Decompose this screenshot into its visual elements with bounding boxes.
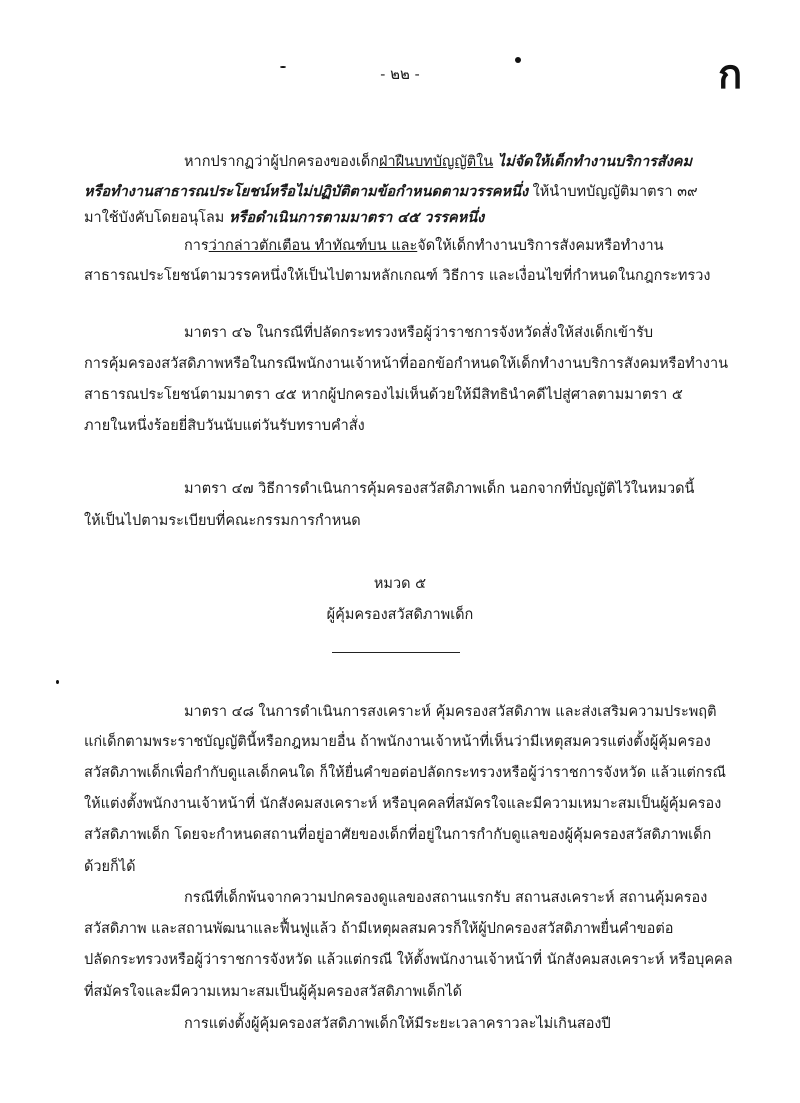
chapter-divider [332,652,460,653]
chapter-title: ผู้คุ้มครองสวัสดิภาพเด็ก [326,607,474,623]
section48-para2-line-2: สวัสดิภาพ และสถานพัฒนาและฟื้นฟูแล้ว ถ้ามีเหตุผลสมควรก็ให้ผู้ปกครองสวัสดิภาพยื่นคำขอต่อ [84,921,674,937]
para1-text: การ [184,238,209,254]
scan-speck [280,66,286,68]
scan-speck [515,57,521,63]
para1-line-5: สาธารณประโยชน์ตามวรรคหนึ่งให้เป็นไปตามหลักเกณฑ์ วิธีการ และเงื่อนไขที่กำหนดในกฎกระทรวง [84,268,711,284]
section48-line-6: ด้วยก็ได้ [84,859,136,875]
para1-underlined-text: ฝ่าฝืนบทบัญญัติใน [379,154,494,170]
para1-handwritten-insert: หรือทำงานสาธารณประโยชน์หรือไม่ปฏิบัติตามข้อกำหนดตามวรรคหนึ่ง [84,183,529,200]
section48-para2-line-4: ที่สมัครใจและมีความเหมาะสมเป็นผู้คุ้มครองสวัสดิภาพเด็กได้ [84,984,463,1000]
section46-line-1: มาตรา ๔๖ ในกรณีที่ปลัดกระทรวงหรือผู้ว่าราชการจังหวัดสั่งให้ส่งเด็กเข้ารับ [184,325,654,341]
section48-para3-line-1: การแต่งตั้งผู้คุ้มครองสวัสดิภาพเด็กให้มีระยะเวลาคราวละไม่เกินสองปี [184,1016,611,1032]
para1-text: ให้นำบทบัญญัติมาตรา ๓๙ [528,184,698,200]
section46-line-4: ภายในหนึ่งร้อยยี่สิบวันนับแต่วันรับทราบคำสั่ง [84,418,365,434]
para1-line-3 [84,209,484,227]
corner-handwritten-mark: ก [718,51,743,98]
para1-handwritten-insert: ไม่จัดให้เด็กทำงานบริการสังคม [497,153,693,170]
para1-text: หากปรากฏว่าผู้ปกครองของเด็ก [184,154,380,170]
para1-line-1 [184,153,692,171]
chapter-number: หมวด ๕ [373,576,427,592]
section48-line-3: สวัสดิภาพเด็กเพื่อกำกับดูแลเด็กคนใด ก็ให้ยื่นคำขอต่อปลัดกระทรวงหรือผู้ว่าราชการจังหวัด แล้วแต่กรณี [84,765,726,781]
para1-line-2 [84,183,698,201]
section48-para2-line-3: ปลัดกระทรวงหรือผู้ว่าราชการจังหวัด แล้วแต่กรณี ให้ตั้งพนักงานเจ้าหน้าที่ นักสังคมสงเคราะห์ หรือบุคคล [84,952,733,968]
para1-handwritten-insert: หรือดำเนินการตามมาตรา ๔๕ วรรคหนึ่ง [228,209,485,226]
para1-underlined-text: ว่ากล่าวตักเตือน ทำทัณฑ์บน และ [208,238,418,254]
page-number: - ๒๒ - [380,65,420,83]
section48-line-5: สวัสดิภาพเด็ก โดยจะกำหนดสถานที่อยู่อาศัยของเด็กที่อยู่ในการกำกับดูแลของผู้คุ้มครองสวัสดิภาพเด็ก [84,827,712,843]
para1-line-4 [184,237,664,255]
section48-line-1: มาตรา ๔๘ ในการดำเนินการสงเคราะห์ คุ้มครองสวัสดิภาพ และส่งเสริมความประพฤติ [184,704,717,720]
para1-text: มาใช้บังคับโดยอนุโลม [84,210,229,226]
section48-line-4: ให้แต่งตั้งพนักงานเจ้าหน้าที่ นักสังคมสงเคราะห์ หรือบุคคลที่สมัครใจและมีความเหมาะสมเป็นผู้คุ้มครอง [84,796,722,812]
section46-line-2: การคุ้มครองสวัสดิภาพหรือในกรณีพนักงานเจ้าหน้าที่ออกข้อกำหนดให้เด็กทำงานบริการสังคมหรือทำงาน [84,356,729,372]
section47-line-1: มาตรา ๔๗ วิธีการดำเนินการคุ้มครองสวัสดิภาพเด็ก นอกจากที่บัญญัติไว้ในหมวดนี้ [184,481,695,497]
section47-line-2: ให้เป็นไปตามระเบียบที่คณะกรรมการกำหนด [84,513,361,529]
scan-speck [56,680,59,684]
para1-text: จัดให้เด็กทำงานบริการสังคมหรือทำงาน [417,238,664,254]
section46-line-3: สาธารณประโยชน์ตามมาตรา ๔๕ หากผู้ปกครองไม่เห็นด้วยให้มีสิทธินำคดีไปสู่ศาลตามมาตรา ๕ [84,387,683,403]
section48-para2-line-1: กรณีที่เด็กพ้นจากความปกครองดูแลของสถานแรกรับ สถานสงเคราะห์ สถานคุ้มครอง [184,890,708,906]
section48-line-2: แก่เด็กตามพระราชบัญญัตินี้หรือกฎหมายอื่น ถ้าพนักงานเจ้าหน้าที่เห็นว่ามีเหตุสมควรแต่งตั้งผู้คุ้มครอง [84,734,711,750]
